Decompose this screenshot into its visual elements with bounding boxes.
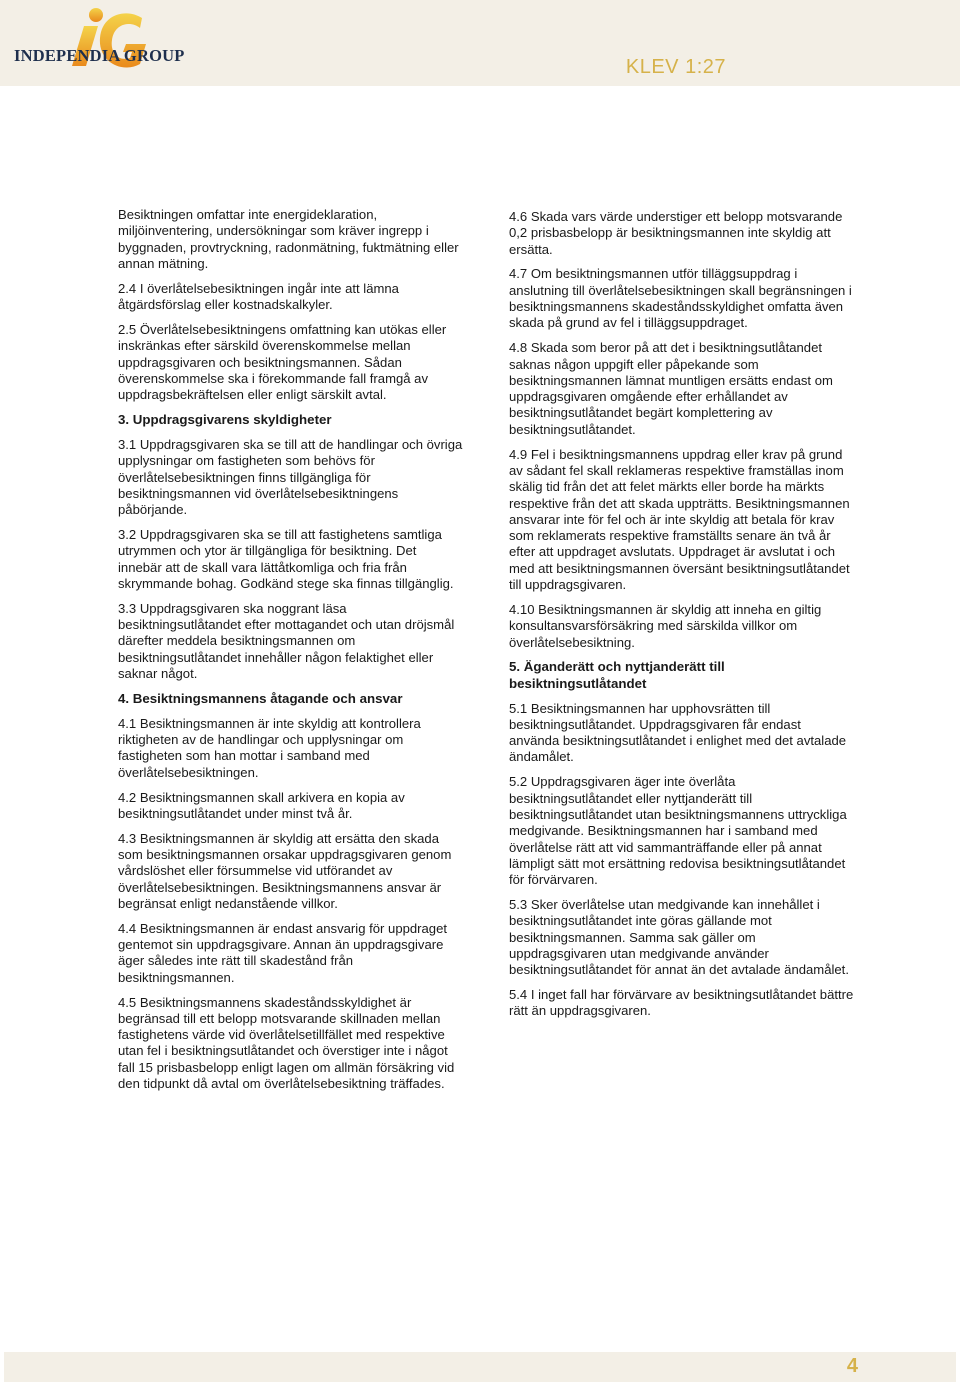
paragraph: 4.1 Besiktningsmannen är inte skyldig att kontrollera riktigheten av de handlingar och upplysningar om fastigheten som han mottar i samband med överlåtelsebesiktningen. (118, 715, 421, 780)
page-number: 4 (846, 1355, 858, 1377)
document-title: KLEV 1:27 (625, 56, 726, 78)
paragraph: 4.4 Besiktningsmannen är endast ansvarig för uppdraget gentemot sin uppdragsgivare. Annan än uppdragsgivare äger således inte rätt till skadestånd från besiktningsmannen. (118, 920, 448, 985)
paragraph: 2.5 Överlåtelsebesiktningens omfattning kan utökas eller inskränkas efter särskild överenskommelse mellan uppdragsgivaren och besiktningsmannen. Sådan överenskommelse ska i förekommande fall framgå av uppdragsbekräftelsen eller enligt särskilt avtal. (118, 321, 447, 403)
section-heading: 4. Besiktningsmannens åtagande och ansvar (118, 690, 403, 706)
paragraph: 4.3 Besiktningsmannen är skyldig att ersätta den skada som besiktningsmannen orsakar uppdragsgivaren genom vårdslöshet eller försummelse vid utförandet av överlåtelsebesiktningen. Besiktningsmannens ansvar är begränsat enligt nedanstående villkor. (118, 830, 452, 911)
paragraph: 3.3 Uppdragsgivaren ska noggrant läsa besiktningsutlåtandet efter mottagandet och utan dröjsmål därefter meddela besiktningsmannen om besiktningsutlåtandet innehåller någon felaktighet eller saknar något. (118, 600, 455, 681)
paragraph: 5.2 Uppdragsgivaren äger inte överlåta besiktningsutlåtandet eller nyttjanderätt till besiktningsutlåtandet utan besiktningsmannens uttryckliga medgivande. Besiktningsmannen har i samband med överlåtelse rätt att vid sammanträffande eller på annat lämpligt sätt mot ersättning redovisa besiktningsutlåtandet för förvärvaren. (509, 774, 847, 888)
paragraph: 4.6 Skada vars värde understiger ett belopp motsvarande 0,2 prisbasbelopp är besiktningsmannen inte skyldig att ersätta. (509, 209, 843, 257)
left-column (118, 207, 463, 1101)
paragraph: 4.10 Besiktningsmannen är skyldig att inneha en giltig konsultansvarsförsäkring med särskilda villkor om överlåtelsebesiktning. (509, 601, 822, 650)
paragraph: 2.4 I överlåtelsebesiktningen ingår inte att lämna åtgärdsförslag eller kostnadskalkyler. (118, 280, 399, 313)
right-column (509, 209, 854, 1028)
logo-wordmark: INDEPENDIA GROUP (14, 46, 185, 65)
paragraph: 3.2 Uppdragsgivaren ska se till att fastighetens samtliga utrymmen och ytor är tillgängliga för besiktning. Det innebär att de skall vara lättåtkomliga och fria från skrymmande bohag. Godkänd stege ska finnas tillgänglig. (118, 527, 454, 591)
footer-band (4, 1352, 956, 1382)
paragraph: Besiktningen omfattar inte energideklaration, miljöinventering, undersökningar som kräver ingrepp i byggnaden, provtryckning, radonmätning, fuktmätning eller annan mätning. (118, 207, 459, 271)
paragraph: 4.9 Fel i besiktningsmannens uppdrag eller krav på grund av sådant fel skall reklameras respektive framställas inom skälig tid från det att felet märkts eller borde ha märkts respektive från det att skada uppträtts. Besiktningsmannen ansvarar inte för fel och är inte skyldig att betala för krav som reklamerats respektive framställts senare än två år efter att uppdraget avslutats. Uppdraget är avslutat i och med att besiktningsmannen översänt besiktningsutlåtandet till uppdragsgivaren. (509, 446, 850, 593)
paragraph: 4.8 Skada som beror på att det i besiktningsutlåtandet saknas någon uppgift eller påpekande som besiktningsmannen lämnat muntligen ersätts endast om uppdragsgivaren omgående efter erhållandet av besiktningsutlåtandet begärt komplettering av besiktningsutlåtandet. (509, 340, 833, 437)
paragraph: 4.2 Besiktningsmannen skall arkivera en kopia av besiktningsutlåtandet under minst två år. (118, 789, 405, 821)
paragraph: 5.1 Besiktningsmannen har upphovsrätten till besiktningsutlåtandet. Uppdragsgivaren får endast använda besiktningsutlåtandet i enlighet med det avtalade ändamålet. (509, 700, 847, 765)
paragraph: 5.3 Sker överlåtelse utan medgivande kan innehållet i besiktningsutlåtandet inte göras gällande mot besiktningsmannen. Samma sak gäller om uppdragsgivaren utan medgivande använder besiktningsutlåtandet för annat än det avtalade ändamålet. (509, 897, 849, 978)
paragraph: 4.7 Om besiktningsmannen utför tilläggsuppdrag i anslutning till överlåtelsebesiktningen skall begränsningen i besiktningsmannens skadeståndsskyldighet omfatta även skada på grund av fel i tilläggsuppdraget. (509, 266, 852, 331)
section-heading: 3. Uppdragsgivarens skyldigheter (118, 412, 332, 428)
paragraph: 3.1 Uppdragsgivaren ska se till att de handlingar och övriga upplysningar om fastigheten som behövs för överlåtelsebesiktningen finns tillgängliga för besiktningsmannen vid överlåtelsebesiktningens påbörjande. (118, 436, 463, 518)
paragraph: 4.5 Besiktningsmannens skadeståndsskyldighet är begränsad till ett belopp motsvarande skillnaden mellan fastighetens värde vid överlåtelsetillfället med respektive utan fel i besiktningsutlåtandet och överstiger inte i något fall 15 prisbasbelopp enligt lagen om allmän försäkring vid den tidpunkt då avtal om överlåtelsebesiktning träffades. (118, 994, 455, 1092)
independia-logo (14, 4, 189, 84)
paragraph: 5.4 I inget fall har förvärvare av besiktningsutlåtandet bättre rätt än uppdragsgivaren. (509, 987, 854, 1019)
section-heading: 5. Äganderätt och nyttjanderätt till besiktningsutlåtandet (509, 659, 725, 691)
